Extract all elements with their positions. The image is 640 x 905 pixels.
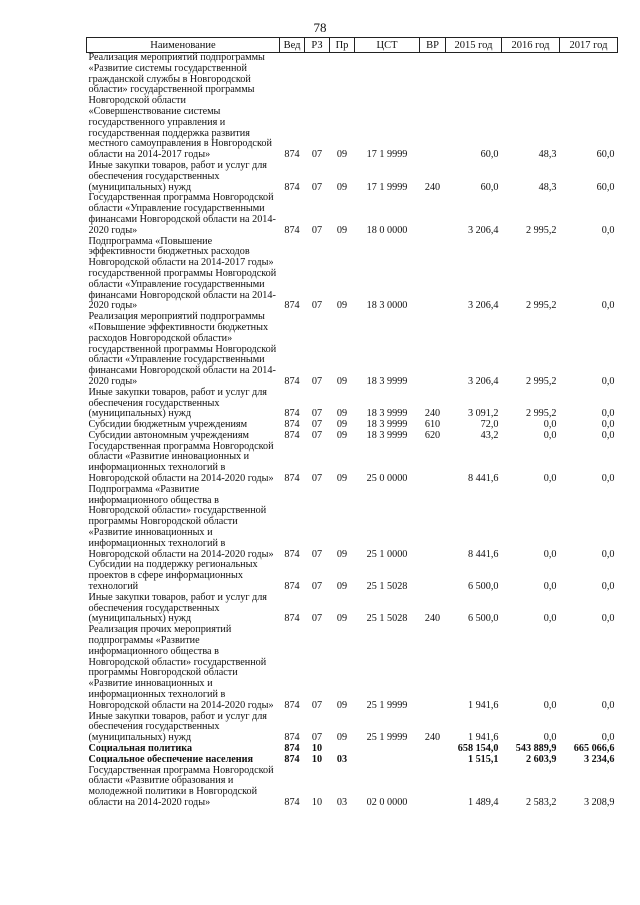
cell-ved: 874 xyxy=(284,419,300,431)
cell-ved: 874 xyxy=(284,375,300,387)
cell-ved: 874 xyxy=(284,743,300,754)
cell-vr: 240 xyxy=(424,181,441,193)
cell-cst xyxy=(355,755,420,766)
cell-2015: 43,2 xyxy=(480,429,499,441)
cell-pr: 09 xyxy=(336,408,348,420)
cell-2017: 0,0 xyxy=(601,375,615,387)
cell-2017: 0,0 xyxy=(601,408,615,420)
cell-name: Подпрограмма «Повышение эффективности бюджетных расходов Новгородской области на 2014-2017 годы» государственной программы Новгородской области «Управление государственными финансами Новгородской области на 2014-2020 годы» xyxy=(88,235,277,312)
cell-2016: 0,0 xyxy=(543,613,557,625)
cell-name: Государственная программа Новгородской области «Развитие инновационных и информационных технологий в Новгородской области на 2014-2020 годы» xyxy=(88,440,274,485)
cell-cst: 18 3 9999 xyxy=(366,408,408,420)
table-row xyxy=(87,593,618,625)
cell-2017: 3 234,6 xyxy=(583,753,615,765)
cell-ved: 874 xyxy=(284,548,300,560)
table-row xyxy=(87,53,618,161)
cell-pr: 09 xyxy=(336,149,348,161)
cell-2016: 0,0 xyxy=(543,581,557,593)
cell-2017: 0,0 xyxy=(601,419,615,431)
cell-cst: 18 3 9999 xyxy=(366,375,408,387)
cell-ved: 874 xyxy=(284,699,300,711)
header-name: Наименование xyxy=(87,38,280,53)
cell-vr: 240 xyxy=(424,732,441,744)
header-ved: Вед xyxy=(280,38,305,53)
cell-2015: 1 515,1 xyxy=(467,753,499,765)
cell-2017: 0,0 xyxy=(601,473,615,485)
cell-ved: 874 xyxy=(284,581,300,593)
cell-2015: 1 941,6 xyxy=(467,699,499,711)
cell-pr: 09 xyxy=(336,581,348,593)
cell-ved: 874 xyxy=(284,300,300,312)
cell-cst: 02 0 0000 xyxy=(366,796,408,808)
cell-pr: 03 xyxy=(336,796,348,808)
table-row xyxy=(87,755,618,766)
cell-pr: 09 xyxy=(336,613,348,625)
cell-vr xyxy=(420,766,446,809)
cell-rz: 07 xyxy=(311,419,323,431)
cell-name: Реализация мероприятий подпрограммы «Повышение эффективности бюджетных расходов Новгородской области» государственной программы Новгородской области «Управление государственными финансами Новгородской области на 2014-2020 годы» xyxy=(88,311,277,387)
cell-2016: 2 995,2 xyxy=(525,300,557,312)
cell-rz: 07 xyxy=(311,300,323,312)
cell-pr: 09 xyxy=(336,224,348,236)
cell-rz: 07 xyxy=(311,429,323,441)
budget-table xyxy=(86,37,618,809)
cell-name: Иные закупки товаров, работ и услуг для обеспечения государственных (муниципальных) нужд xyxy=(88,386,267,420)
cell-2017: 0,0 xyxy=(601,732,615,744)
table-row xyxy=(87,485,618,561)
cell-pr: 09 xyxy=(336,181,348,193)
table-row xyxy=(87,442,618,485)
cell-ved: 874 xyxy=(284,473,300,485)
header-2015: 2015 год xyxy=(446,38,502,53)
cell-2016: 2 995,2 xyxy=(525,408,557,420)
cell-2017: 0,0 xyxy=(601,581,615,593)
cell-2016: 2 603,9 xyxy=(525,753,557,765)
header-rz: РЗ xyxy=(305,38,330,53)
cell-name: Реализация мероприятий подпрограммы «Развитие системы государственной гражданской службы в Новгородской области» государственной программы Новгородской области «Совершенствование системы государственного управления и государственная поддержка развития местного самоуправления в Новгородской области на 2014-2017 годы» xyxy=(88,52,272,161)
cell-cst: 25 1 0000 xyxy=(366,548,408,560)
cell-rz: 07 xyxy=(311,375,323,387)
cell-rz: 10 xyxy=(311,796,323,808)
cell-rz: 07 xyxy=(311,581,323,593)
header-pr: Пр xyxy=(330,38,355,53)
cell-2017: 0,0 xyxy=(601,429,615,441)
cell-vr: 240 xyxy=(424,408,441,420)
cell-2015: 658 154,0 xyxy=(457,743,499,754)
cell-name: Социальное обеспечение населения xyxy=(88,753,254,765)
cell-2016: 48,3 xyxy=(538,149,557,161)
cell-pr: 09 xyxy=(336,429,348,441)
cell-pr: 09 xyxy=(336,300,348,312)
cell-2016: 0,0 xyxy=(543,473,557,485)
cell-cst: 18 0 0000 xyxy=(366,224,408,236)
cell-2015: 60,0 xyxy=(480,149,499,161)
cell-vr xyxy=(420,442,446,485)
cell-cst: 18 3 9999 xyxy=(366,419,408,431)
cell-vr xyxy=(420,485,446,561)
cell-ved: 874 xyxy=(284,732,300,744)
cell-pr: 09 xyxy=(336,419,348,431)
cell-vr xyxy=(420,744,446,755)
cell-name: Субсидии автономным учреждениям xyxy=(88,429,249,441)
cell-cst: 17 1 9999 xyxy=(366,149,408,161)
cell-vr xyxy=(420,193,446,236)
cell-2015: 1 941,6 xyxy=(467,732,499,744)
cell-2015: 1 489,4 xyxy=(467,796,499,808)
cell-name: Субсидии на поддержку региональных проектов в сфере информационных технологий xyxy=(88,559,258,593)
cell-rz: 07 xyxy=(311,149,323,161)
cell-2015: 3 206,4 xyxy=(467,375,499,387)
cell-name: Подпрограмма «Развитие информационного общества в Новгородской области» государственной программы Новгородской области «Развитие инновационных и информационных технологий в Новгородской области на 2014-2020 годы» xyxy=(88,483,274,560)
table-row xyxy=(87,193,618,236)
cell-2017: 0,0 xyxy=(601,613,615,625)
table-row xyxy=(87,625,618,711)
cell-vr xyxy=(420,312,446,388)
table-header xyxy=(87,38,618,53)
cell-2015: 72,0 xyxy=(480,419,499,431)
cell-2017: 0,0 xyxy=(601,699,615,711)
header-cst: ЦСТ xyxy=(355,38,420,53)
cell-rz: 07 xyxy=(311,613,323,625)
cell-cst xyxy=(355,744,420,755)
table-row xyxy=(87,312,618,388)
cell-2016: 0,0 xyxy=(543,548,557,560)
cell-vr xyxy=(420,755,446,766)
cell-vr xyxy=(420,53,446,161)
cell-2016: 2 995,2 xyxy=(525,375,557,387)
cell-pr: 09 xyxy=(336,699,348,711)
cell-pr: 09 xyxy=(336,473,348,485)
table-body xyxy=(87,53,618,809)
cell-rz: 07 xyxy=(311,699,323,711)
cell-rz: 10 xyxy=(311,743,323,754)
table-row xyxy=(87,766,618,809)
cell-vr: 240 xyxy=(424,613,441,625)
header-2016: 2016 год xyxy=(502,38,560,53)
page-number: 78 xyxy=(313,20,327,35)
cell-pr: 09 xyxy=(336,375,348,387)
cell-2017: 0,0 xyxy=(601,300,615,312)
cell-name: Государственная программа Новгородской области «Управление государственными финансами Новгородской области на 2014-2020 годы» xyxy=(88,192,276,236)
cell-rz: 07 xyxy=(311,181,323,193)
cell-2016: 0,0 xyxy=(543,419,557,431)
cell-rz: 07 xyxy=(311,224,323,236)
cell-2017: 0,0 xyxy=(601,224,615,236)
table-row xyxy=(87,388,618,420)
table-row xyxy=(87,161,618,193)
cell-2015: 8 441,6 xyxy=(467,473,499,485)
cell-rz: 07 xyxy=(311,408,323,420)
cell-2017: 3 208,9 xyxy=(583,796,615,808)
cell-ved: 874 xyxy=(284,408,300,420)
cell-name: Субсидии бюджетным учреждениям xyxy=(88,419,248,431)
cell-pr: 03 xyxy=(336,753,348,765)
cell-2015: 6 500,0 xyxy=(467,581,499,593)
table-row xyxy=(87,237,618,313)
cell-rz: 07 xyxy=(311,732,323,744)
cell-cst: 25 1 9999 xyxy=(366,732,408,744)
cell-ved: 874 xyxy=(284,429,300,441)
cell-rz: 07 xyxy=(311,473,323,485)
cell-vr xyxy=(420,625,446,711)
cell-2015: 3 206,4 xyxy=(467,224,499,236)
cell-vr xyxy=(420,237,446,313)
cell-2015: 3 091,2 xyxy=(467,408,499,420)
cell-pr: 09 xyxy=(336,732,348,744)
cell-2016: 48,3 xyxy=(538,181,557,193)
cell-cst: 25 1 9999 xyxy=(366,699,408,711)
table-row xyxy=(87,712,618,744)
cell-cst: 25 1 5028 xyxy=(366,581,408,593)
cell-2017: 60,0 xyxy=(596,149,615,161)
cell-2015: 60,0 xyxy=(480,181,499,193)
cell-ved: 874 xyxy=(284,149,300,161)
cell-2016: 0,0 xyxy=(543,699,557,711)
cell-2017: 0,0 xyxy=(601,548,615,560)
cell-name: Социальная политика xyxy=(88,743,193,754)
cell-vr: 610 xyxy=(424,419,441,431)
cell-ved: 874 xyxy=(284,181,300,193)
cell-cst: 18 3 0000 xyxy=(366,300,408,312)
cell-ved: 874 xyxy=(284,796,300,808)
cell-2016: 2 583,2 xyxy=(525,796,557,808)
header-2017: 2017 год xyxy=(560,38,618,53)
cell-2017: 665 066,6 xyxy=(573,743,615,754)
cell-ved: 874 xyxy=(284,613,300,625)
table-row xyxy=(87,560,618,592)
cell-ved: 874 xyxy=(284,753,300,765)
cell-name: Иные закупки товаров, работ и услуг для обеспечения государственных (муниципальных) нужд xyxy=(88,159,267,193)
cell-2016: 0,0 xyxy=(543,429,557,441)
cell-name: Иные закупки товаров, работ и услуг для обеспечения государственных (муниципальных) нужд xyxy=(88,591,267,625)
cell-name: Государственная программа Новгородской области «Развитие образования и молодежной политики в Новгородской области на 2014-2020 годы» xyxy=(88,764,274,808)
cell-2015: 8 441,6 xyxy=(467,548,499,560)
cell-name: Иные закупки товаров, работ и услуг для обеспечения государственных (муниципальных) нужд xyxy=(88,710,267,744)
header-vr: ВР xyxy=(420,38,446,53)
cell-name: Реализация прочих мероприятий подпрограммы «Развитие информационного общества в Новгородской области» государственной программы Новгородской области «Развитие инновационных и информационных технологий в Новгородской области на 2014-2020 годы» xyxy=(88,624,274,711)
cell-rz: 10 xyxy=(311,753,323,765)
cell-cst: 17 1 9999 xyxy=(366,181,408,193)
cell-cst: 18 3 9999 xyxy=(366,429,408,441)
cell-2017: 60,0 xyxy=(596,181,615,193)
cell-2016: 0,0 xyxy=(543,732,557,744)
cell-vr xyxy=(420,560,446,592)
cell-2016: 543 889,9 xyxy=(515,743,557,754)
cell-vr: 620 xyxy=(424,429,441,441)
cell-2015: 3 206,4 xyxy=(467,300,499,312)
cell-rz: 07 xyxy=(311,548,323,560)
cell-2016: 2 995,2 xyxy=(525,224,557,236)
cell-pr: 09 xyxy=(336,548,348,560)
cell-cst: 25 0 0000 xyxy=(366,473,408,485)
cell-cst: 25 1 5028 xyxy=(366,613,408,625)
cell-ved: 874 xyxy=(284,224,300,236)
cell-2015: 6 500,0 xyxy=(467,613,499,625)
